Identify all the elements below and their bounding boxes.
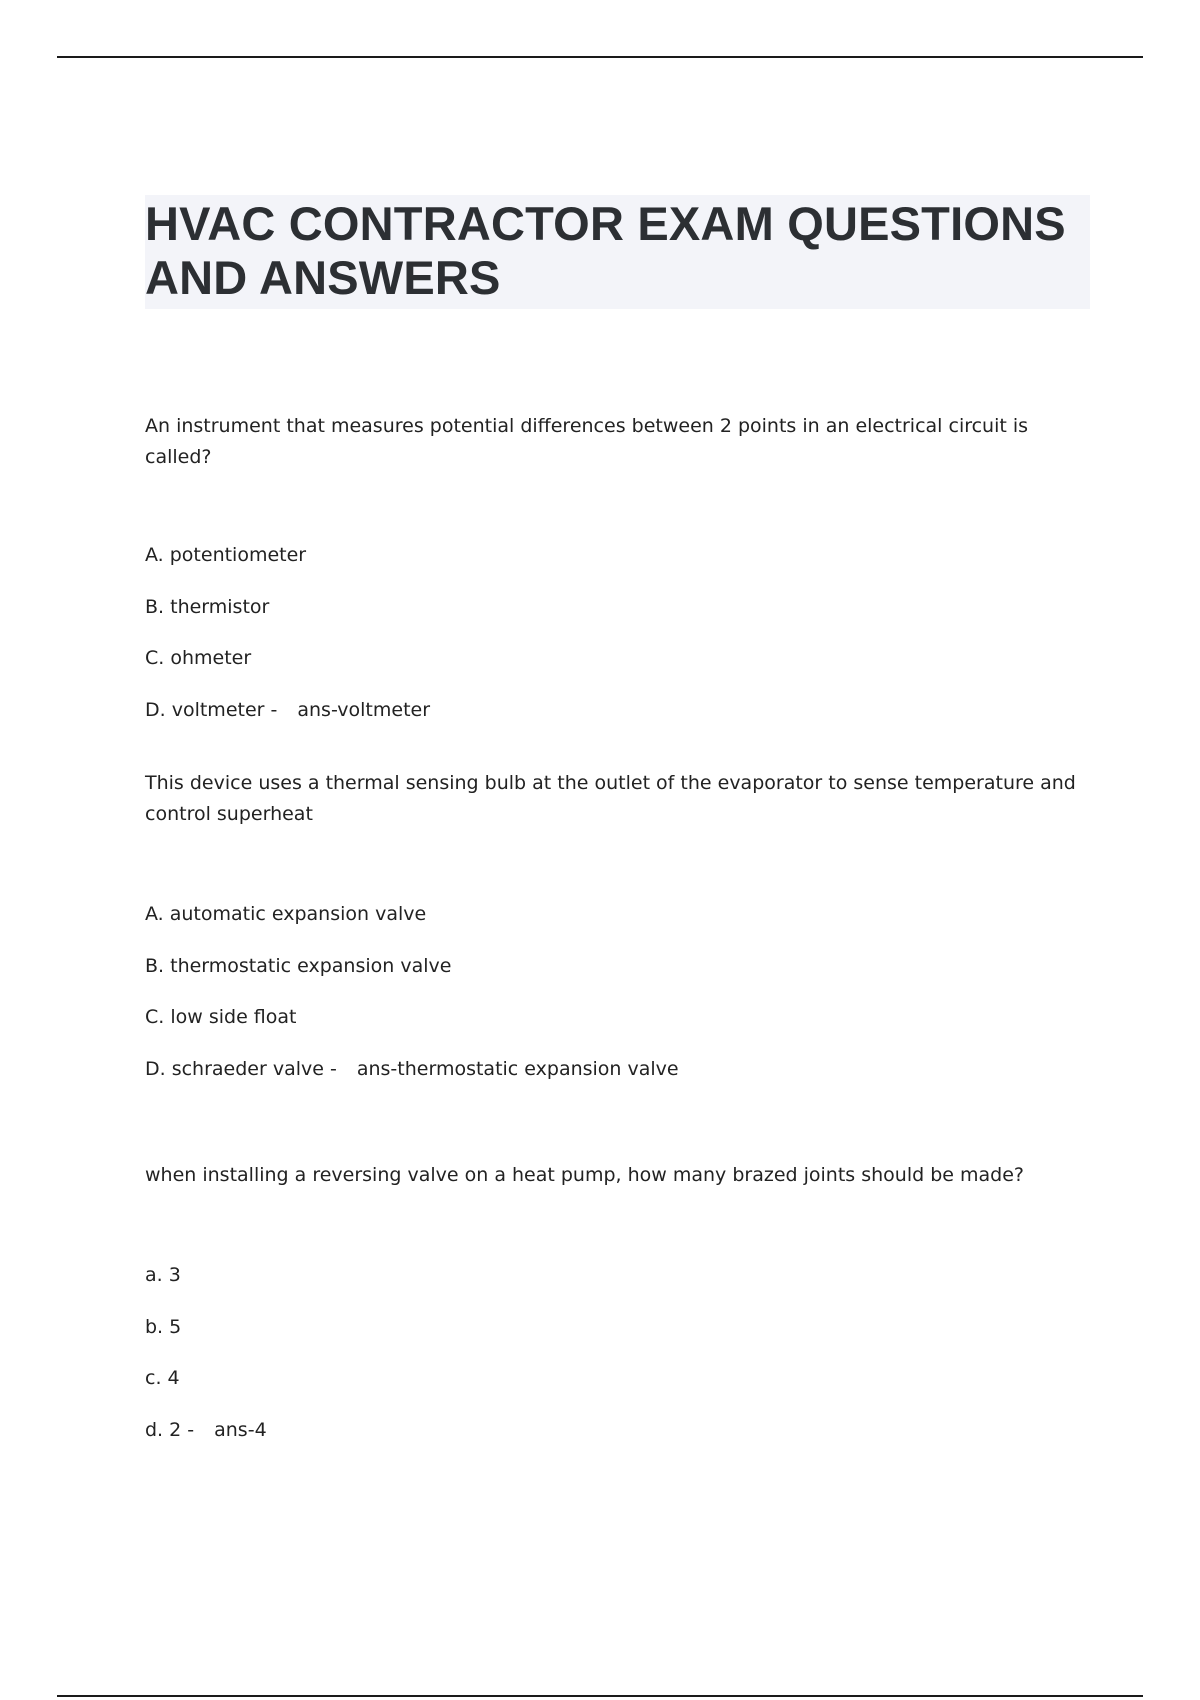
- option-a: a. 3: [145, 1264, 181, 1286]
- question-text: An instrument that measures potential differences between 2 points in an electrical circuit is called?: [145, 415, 1029, 468]
- answer-text: ans-4: [214, 1418, 267, 1441]
- question-text: [145, 768, 1076, 830]
- question-text-line-1: This device uses a thermal sensing bulb at the outlet of the evaporator to sense temperature and: [145, 772, 1076, 794]
- question-2: [145, 768, 1076, 1107]
- title-block: [145, 195, 1090, 309]
- title-line-2: AND ANSWERS: [145, 251, 501, 304]
- top-rule: [57, 56, 1143, 58]
- page-title: [145, 197, 1090, 305]
- options-list: [145, 901, 1076, 1082]
- title-line-1: HVAC CONTRACTOR EXAM QUESTIONS: [145, 197, 1066, 250]
- option-c: C. low side float: [145, 1006, 297, 1028]
- option-d: [145, 1417, 1024, 1443]
- option-d-text: D. schraeder valve -: [145, 1057, 337, 1080]
- question-text: when installing a reversing valve on a heat pump, how many brazed joints should be made?: [145, 1164, 1024, 1186]
- question-1: [145, 411, 1095, 748]
- option-d: [145, 1056, 1076, 1082]
- option-c: c. 4: [145, 1367, 180, 1389]
- option-d-text: D. voltmeter -: [145, 698, 278, 721]
- option-b: B. thermostatic expansion valve: [145, 954, 452, 977]
- options-list: [145, 1262, 1024, 1443]
- option-d-text: d. 2 -: [145, 1418, 195, 1441]
- options-list: [145, 542, 1095, 723]
- option-b: B. thermistor: [145, 595, 270, 618]
- option-a: A. potentiometer: [145, 544, 307, 566]
- answer-text: ans-thermostatic expansion valve: [356, 1057, 679, 1080]
- question-3: [145, 1160, 1024, 1468]
- option-b: b. 5: [145, 1315, 182, 1338]
- page-content: [145, 195, 1095, 1441]
- bottom-rule: [57, 1695, 1143, 1697]
- option-d: [145, 697, 1095, 723]
- option-c: C. ohmeter: [145, 647, 252, 669]
- answer-text: ans-voltmeter: [297, 698, 431, 721]
- option-a: A. automatic expansion valve: [145, 903, 427, 925]
- question-text-line-2: control superheat: [145, 803, 313, 825]
